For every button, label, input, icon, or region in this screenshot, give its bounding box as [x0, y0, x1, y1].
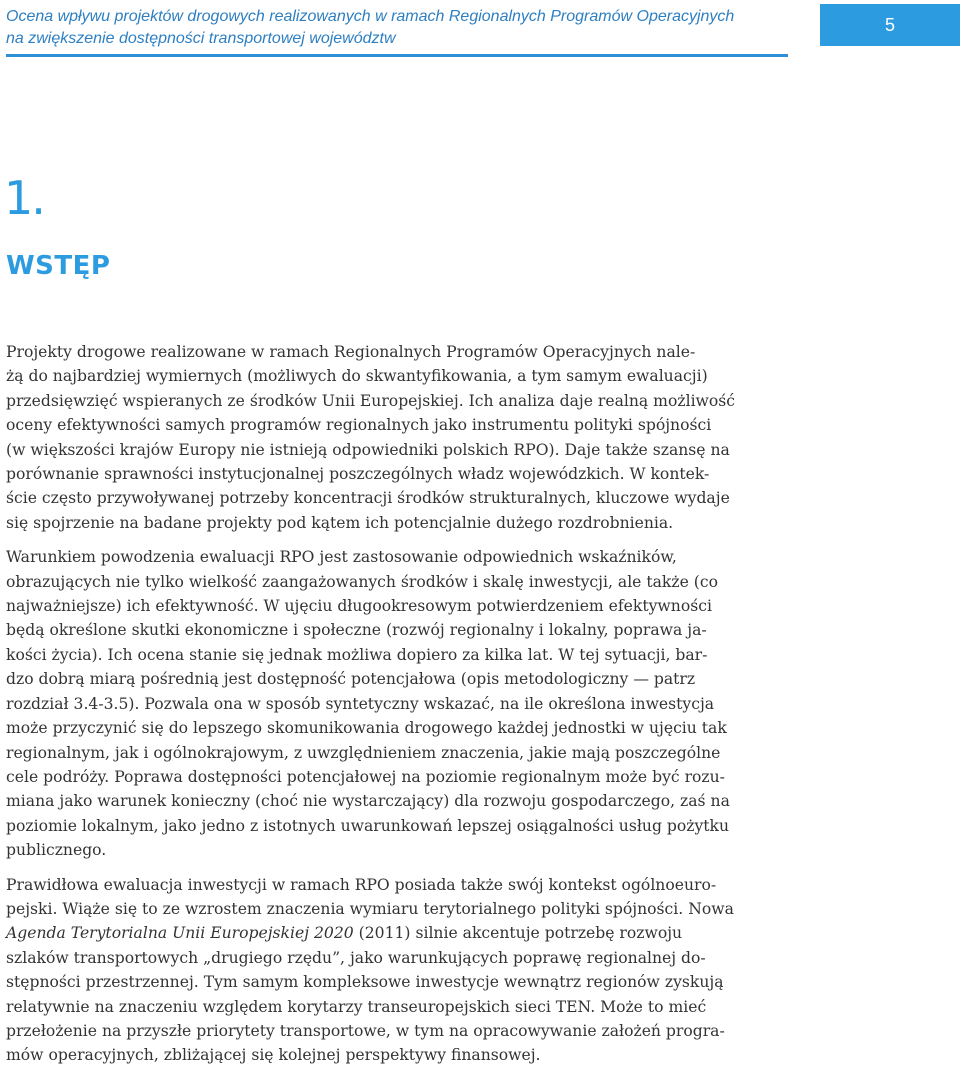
- paragraph-line: rozdział 3.4-3.5). Pozwala ona w sposób syntetyczny wskazać, na ile określona inwestycja: [6, 694, 715, 713]
- paragraph-3: [6, 873, 786, 1068]
- running-header-title: [6, 6, 766, 50]
- paragraph-line: miana jako warunek konieczny (choć nie wystarczający) dla rozwoju gospodarczego, zaś na: [6, 792, 730, 811]
- chapter-number: 1.: [4, 171, 44, 225]
- paragraph-line: kości życia). Ich ocena stanie się jednak możliwa dopiero za kilka lat. W tej sytuacji, bar-: [6, 645, 708, 664]
- paragraph-line: pejski. Wiąże się to ze wzrostem znaczenia wymiaru terytorialnego polityki spójności. Nowa: [6, 899, 734, 918]
- paragraph-line: porównanie sprawności instytucjonalnej poszczególnych władz wojewódzkich. W kontek-: [6, 465, 710, 484]
- running-header: [0, 0, 960, 60]
- header-title-line-2: na zwiększenie dostępności transportowej województw: [6, 30, 396, 47]
- paragraph-line-with-title: [6, 921, 786, 945]
- cited-document-title: Agenda Terytorialna Unii Europejskiej 2020: [6, 924, 354, 943]
- chapter-title: WSTĘP: [6, 251, 111, 281]
- body-text: [6, 340, 786, 1078]
- paragraph-line: obrazujących nie tylko wielkość zaangażowanych środków i skalę inwestycji, ale także (co: [6, 572, 718, 591]
- paragraph-line: przełożenie na przyszłe priorytety transportowe, w tym na opracowywanie założeń progra-: [6, 1021, 725, 1040]
- paragraph-line: relatywnie na znaczeniu względem korytarzy transeuropejskich sieci TEN. Może to mieć: [6, 997, 707, 1016]
- header-title-line-1: Ocena wpływu projektów drogowych realizowanych w ramach Regionalnych Programów Operacyjnych: [6, 8, 735, 25]
- paragraph-line: będą określone skutki ekonomiczne i społeczne (rozwój regionalny i lokalny, poprawa ja-: [6, 621, 707, 640]
- paragraph-line: Prawidłowa ewaluacja inwestycji w ramach RPO posiada także swój kontekst ogólnoeuro-: [6, 875, 717, 894]
- header-divider: [6, 54, 788, 57]
- paragraph-line: ście często przywoływanej potrzeby koncentracji środków strukturalnych, kluczowe wydaje: [6, 489, 730, 508]
- paragraph-line: Projekty drogowe realizowane w ramach Regionalnych Programów Operacyjnych nale-: [6, 343, 696, 361]
- paragraph-2: [6, 545, 786, 862]
- paragraph-line: oceny efektywności samych programów regionalnych jako instrumentu polityki spójności: [6, 416, 712, 435]
- paragraph-line-rest: (2011) silnie akcentuje potrzebę rozwoju: [353, 924, 683, 943]
- paragraph-line: publicznego.: [6, 841, 107, 860]
- paragraph-line: stępności przestrzennej. Tym samym kompleksowe inwestycje wewnątrz regionów zyskują: [6, 973, 724, 992]
- paragraph-line: dzo dobrą miarą pośrednią jest dostępność potencjałowa (opis metodologiczny — patrz: [6, 670, 696, 689]
- paragraph-1: [6, 340, 786, 535]
- paragraph-line: żą do najbardziej wymiernych (możliwych do skwantyfikowania, a tym samym ewaluacji): [6, 367, 708, 386]
- paragraph-line: przedsięwzięć wspieranych ze środków Unii Europejskiej. Ich analiza daje realną możliwość: [6, 391, 736, 410]
- paragraph-line: szlaków transportowych „drugiego rzędu”, jako warunkujących poprawę regionalnej do-: [6, 948, 706, 967]
- paragraph-line: najważniejsze) ich efektywność. W ujęciu długookresowym potwierdzeniem efektywności: [6, 597, 712, 616]
- paragraph-line: poziomie lokalnym, jako jedno z istotnych uwarunkowań lepszej osiągalności usług pożytku: [6, 816, 730, 835]
- page-number-badge: 5: [820, 4, 960, 46]
- paragraph-line: regionalnym, jak i ogólnokrajowym, z uwzględnieniem znaczenia, jakie mają poszczególne: [6, 743, 721, 762]
- paragraph-line: mów operacyjnych, zbliżającej się kolejnej perspektywy finansowej.: [6, 1046, 541, 1065]
- paragraph-line: (w większości krajów Europy nie istnieją odpowiedniki polskich RPO). Daje także szansę na: [6, 440, 730, 459]
- paragraph-line: cele podróży. Poprawa dostępności potencjałowej na poziomie regionalnym może być rozu-: [6, 767, 725, 786]
- paragraph-line: Warunkiem powodzenia ewaluacji RPO jest zastosowanie odpowiednich wskaźników,: [6, 548, 677, 567]
- paragraph-line: może przyczynić się do lepszego skomunikowania drogowego każdej jednostki w ujęciu tak: [6, 719, 727, 738]
- paragraph-line: się spojrzenie na badane projekty pod kątem ich potencjalnie dużego rozdrobnienia.: [6, 513, 674, 532]
